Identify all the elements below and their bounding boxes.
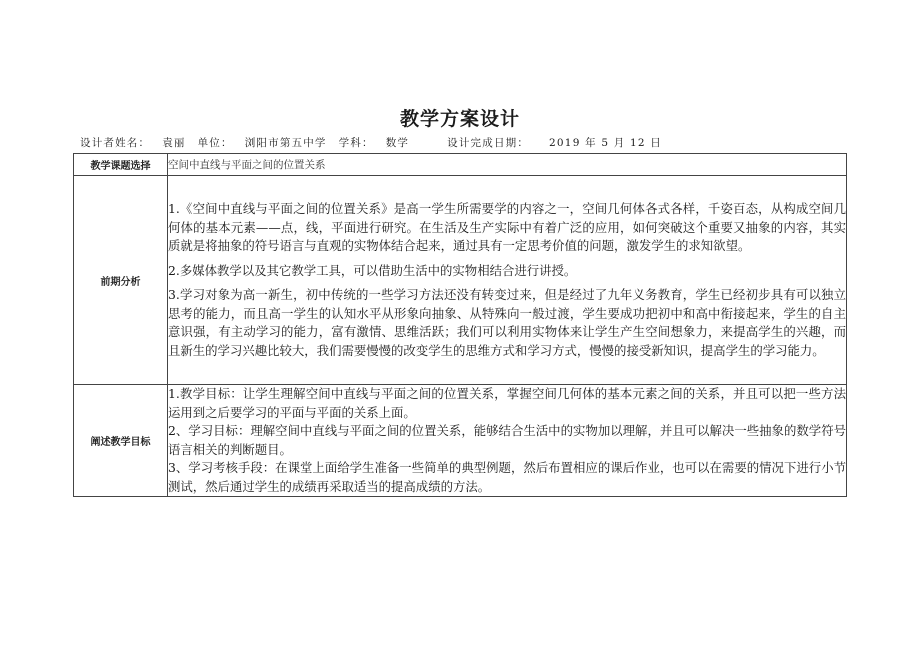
table-row-topic <box>74 154 847 176</box>
analysis-content <box>168 176 847 385</box>
completion-date: 2019 年 5 月 12 日 <box>549 137 662 149</box>
goals-content <box>168 385 847 497</box>
analysis-label: 前期分析 <box>74 176 168 385</box>
subject-label: 学科： <box>338 137 374 149</box>
subject-name: 数学 <box>385 137 410 149</box>
designer-name: 袁丽 <box>162 137 186 149</box>
designer-info-line <box>80 135 860 150</box>
goal-line-3: 3、学习考核手段：在课堂上面给学生准备一些简单的典型例题，然后布置相应的课后作业，也可以在需要的情况下进行小节测试，然后通过学生的成绩再采取适当的提高成绩的方法。 <box>168 460 846 494</box>
analysis-paragraph-2: 2.多媒体教学以及其它教学工具，可以借助生活中的实物相结合进行讲授。 <box>168 262 577 278</box>
unit-name: 浏阳市第五中学 <box>244 137 327 149</box>
analysis-paragraph-3: 3.学习对象为高一新生，初中传统的一些学习方法还没有转变过来，但是经过了九年义务教育，学生已经初步具有可以独立思考的能力，而且高一学生的认知水平从形象向抽象、从特殊向一般过渡，学生要成功把初中和高中衔接起来，学生的自主意识强，有主动学习的能力，富有激情、思维活跃；我们可以利用实物体来让学生产生空间想象力，来提高学生的兴趣，而且新生的学习兴趣比较大，我们需要慢慢的改变学生的思维方式和学习方式，慢慢的接受新知识，提高学生的学习能力。 <box>168 287 846 358</box>
goal-line-1: 1.教学目标：让学生理解空间中直线与平面之间的位置关系，掌握空间几何体的基本元素之间的关系，并且可以把一些方法运用到之后要学习的平面与平面的关系上面。 <box>168 386 846 420</box>
page-title: 教学方案设计 <box>399 108 520 130</box>
lesson-plan-table <box>73 153 847 497</box>
goals-label: 阐述教学目标 <box>74 385 168 497</box>
unit-label: 单位： <box>197 137 233 149</box>
date-label: 设计完成日期： <box>447 137 530 149</box>
analysis-paragraph-1: 1.《空间中直线与平面之间的位置关系》是高一学生所需要学的内容之一，空间几何体各式各样，千姿百态，从构成空间几何体的基本元素——点，线，平面进行研究。在生活及生产实际中有着广泛的应用，如何突破这个重要又抽象的内容，其实质就是将抽象的符号语言与直观的实物体结合起来，通过具有一定思考价值的问题，激发学生的求知欲望。 <box>168 201 846 253</box>
designer-label: 设计者姓名： <box>80 137 151 149</box>
table-row-goals <box>74 385 847 497</box>
goal-line-2: 2、学习目标：理解空间中直线与平面之间的位置关系，能够结合生活中的实物加以理解，并且可以解决一些抽象的数学符号语言相关的判断题目。 <box>168 423 846 457</box>
topic-value: 空间中直线与平面之间的位置关系 <box>168 154 847 176</box>
topic-label: 教学课题选择 <box>74 154 168 176</box>
table-row-analysis <box>74 176 847 385</box>
